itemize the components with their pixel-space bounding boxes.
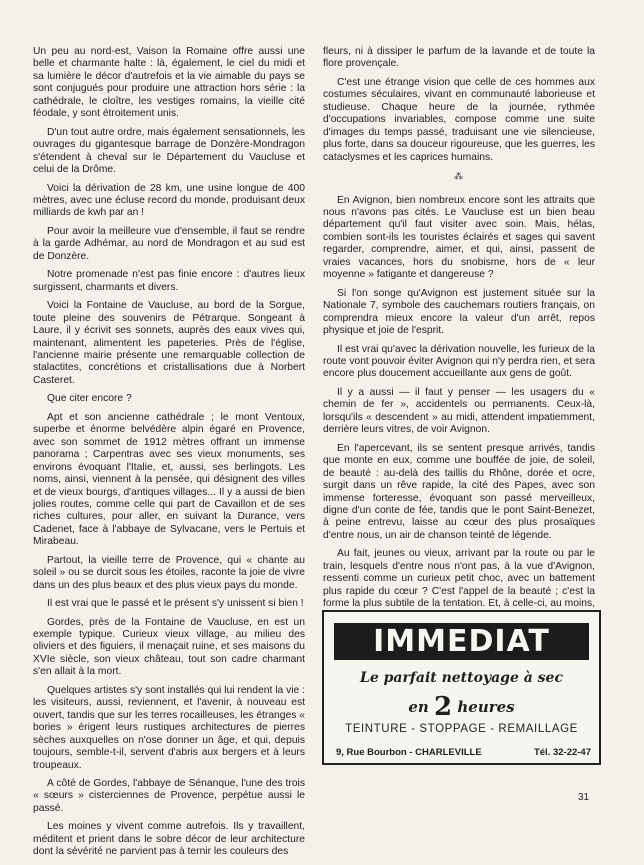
paragraph: En Avignon, bien nombreux encore sont les attraits que nous n'avons pas cités. Le Vaucluse est un bien beau département qu'il faut visiter avec soin. Mais, hélas, combien sont-ils les touristes éclairés et sages qui savent regarder, comprendre, aimer, et qui, ainsi, passent de vraies vacances, hors du snobisme, hors de « leur moyenne » fatigante et dangereuse ?	[323, 194, 595, 281]
paragraph: Si l'on songe qu'Avignon est justement située sur la Nationale 7, symbole des cauchemars routiers français, on comprendra mieux encore la valeur d'un arrêt, repos physique et joie de l'esprit.	[323, 287, 595, 337]
paragraph: Notre promenade n'est pas finie encore : d'autres lieux surgissent, charmants et divers.	[33, 269, 305, 293]
paragraph: Gordes, près de la Fontaine de Vaucluse, en est un exemple typique. Curieux vieux village, au milieu des oliviers et des figuiers, il menaçait ruine, et ses maisons du XVIe siècle, son vieux château, tout son cadre charmant s'en allait à la mort.	[33, 616, 305, 678]
left-text-column	[33, 46, 305, 865]
paragraph: Partout, la vieille terre de Provence, qui « chante au soleil » ou se durcit sous les étoiles, raconte la joie de vivre dans un des plus beaux et des plus vieux pays du monde.	[33, 554, 305, 591]
page-number: 31	[578, 792, 590, 803]
ad-phone: Tél. 32-22-47	[533, 747, 591, 758]
ad-tagline-duration	[324, 692, 599, 722]
ad-brand-name: IMMEDIAT	[334, 623, 589, 660]
ad-services: TEINTURE - STOPPAGE - REMAILLAGE	[345, 723, 578, 735]
paragraph: Un peu au nord-est, Vaison la Romaine offre aussi une belle et charmante halte : là, également, le ciel du midi et sa lumière le décor d'autrefois et la vie aimable du pays se sont conjugués pour produire une attraction hors série : la cathédrale, le cloître, les vestiges romains, la vieille cité féodale, y sont étroitement unis.	[33, 46, 305, 120]
paragraph: Les moines y vivent comme autrefois. Ils y travaillent, méditent et prient dans le sobre décor de leur architecture dont la sévérité ne parvient pas à ternir les couleurs des	[33, 821, 305, 858]
ad-tagline: Le parfait nettoyage à sec	[359, 670, 563, 686]
ad-contact-line	[336, 747, 591, 758]
ad-tagline-pre: en	[408, 698, 429, 716]
paragraph: Il est vrai que le passé et le présent s'y unissent si bien !	[47, 598, 304, 610]
right-text-column	[323, 46, 595, 629]
paragraph: Quelques artistes s'y sont installés qui lui rendent la vie : les visiteurs, aussi, reviennent, et l'avenir, à nouveau est ouvert, tandis que sur les terres rocailleuses, les étranges « bories » érigent leurs rustiques architectures de pierres sèches auxquelles on n'ose donner un âge, et qui, depuis toujours, semble-t-il, servent d'abris aux bergers et à leurs troupeaux.	[33, 684, 305, 771]
paragraph: Il est vrai qu'avec la dérivation nouvelle, les furieux de la route vont pouvoir éviter Avignon qui n'y perdra rien, et sera encore plus doucement accueillante aux gens de goût.	[323, 343, 595, 380]
advertisement-box	[322, 610, 601, 765]
ad-address: 9, Rue Bourbon - CHARLEVILLE	[336, 747, 482, 758]
paragraph: A côté de Gordes, l'abbaye de Sénanque, l'une des trois « sœurs » cisterciennes de Provence, perpétue aussi le passé.	[33, 778, 305, 814]
paragraph: Voici la dérivation de 28 km, une usine longue de 400 mètres, avec une écluse record du monde, produisant deux milliards de kwh par an !	[33, 182, 305, 219]
ad-tagline-post: heures	[457, 698, 515, 716]
paragraph: Il y a aussi — il faut y penser — les usagers du « chemin de fer », accidentels ou permanents. Ceux-là, lorsqu'ils « descendent » au midi, attendent impatiemment, derrière leurs vitres, de voir Avignon.	[323, 386, 595, 436]
paragraph: C'est une étrange vision que celle de ces hommes aux costumes séculaires, vivant en communauté laborieuse et studieuse. Chaque heure de la journée, rythmée d'occupations invariables, compose comme une suite d'images du temps passé, traduisant une vie silencieuse, plus forte, dans sa douceur rigoureuse, que les guerres, les cataclysmes et les caprices humains.	[323, 76, 595, 163]
paragraph: Pour avoir la meilleure vue d'ensemble, il faut se rendre à la garde Adhémar, au nord de Mondragon et au sud est de Donzère.	[33, 225, 305, 262]
paragraph: En l'apercevant, ils se sentent presque arrivés, tandis que monte en eux, comme une bouffée de joie, de soleil, de beauté : au-delà des taillis du Rhône, dorée et ocre, surgit dans un rêve rapide, la cité des Papes, avec son immense forteresse, évoquant son passé merveilleux, digne d'un conte de fée, tandis que le pont Saint-Benezet, à peine entrevu, laisse au cœur des plus prosaïques d'entre nous, un air de chanson teinté de légende.	[323, 442, 595, 541]
paragraph: Apt et son ancienne cathédrale ; le mont Ventoux, superbe et énorme belvédère alpin égaré en Provence, avec son sommet de 1912 mètres offrant un immense panorama ; Carpentras avec ses vieux monuments, ses environs évoquant l'Italie, et, aussi, ses berlingots. Les noms, ainsi, viennent à la pensée, qui désignent des villes et de vieux bourgs, d'antiques villages... Il y a aussi de bien jolies routes, comme celle qui part de Cavaillon et de ses riches cultures, pour aller, en suivant la Durance, vers Cadenet, face à l'abbaye de Sylvacane, vers le Pertuis et Mirabeau.	[33, 411, 305, 548]
paragraph: Que citer encore ?	[47, 393, 132, 405]
paragraph: Au fait, jeunes ou vieux, arrivant par la route ou par le train, lesquels d'entre nous n'ont pas, à la vue d'Avignon, ressenti comme un curieux petit choc, avec un battement plus rapide du cœur ? C'est l'appel de la beauté ; c'est la forme la plus subtile de la tentation. Et, à celle-ci, au moins,	[323, 548, 595, 610]
paragraph: fleurs, ni à dissiper le parfum de la lavande et de toute la flore provençale.	[323, 46, 595, 70]
ad-tagline-number: 2	[434, 692, 453, 722]
paragraph: D'un tout autre ordre, mais également sensationnels, les ouvrages du gigantesque barrage de Donzère-Mondragon s'étendent à cheval sur le Département du Vaucluse et celui de la Drôme.	[33, 126, 305, 176]
paragraph: Voici la Fontaine de Vaucluse, au bord de la Sorgue, toute pleine des souvenirs de Pétrarque. Songeant à Laure, il y écrivit ses sonnets, auprès des eaux vives qui, maintenant, alimentent les papeteries. Près de l'église, l'ancienne mairie présente une remarquable collection de stalactites, concrétions et cristallisations due à Norbert Casteret.	[33, 300, 305, 386]
section-separator: ⁂	[454, 171, 464, 182]
